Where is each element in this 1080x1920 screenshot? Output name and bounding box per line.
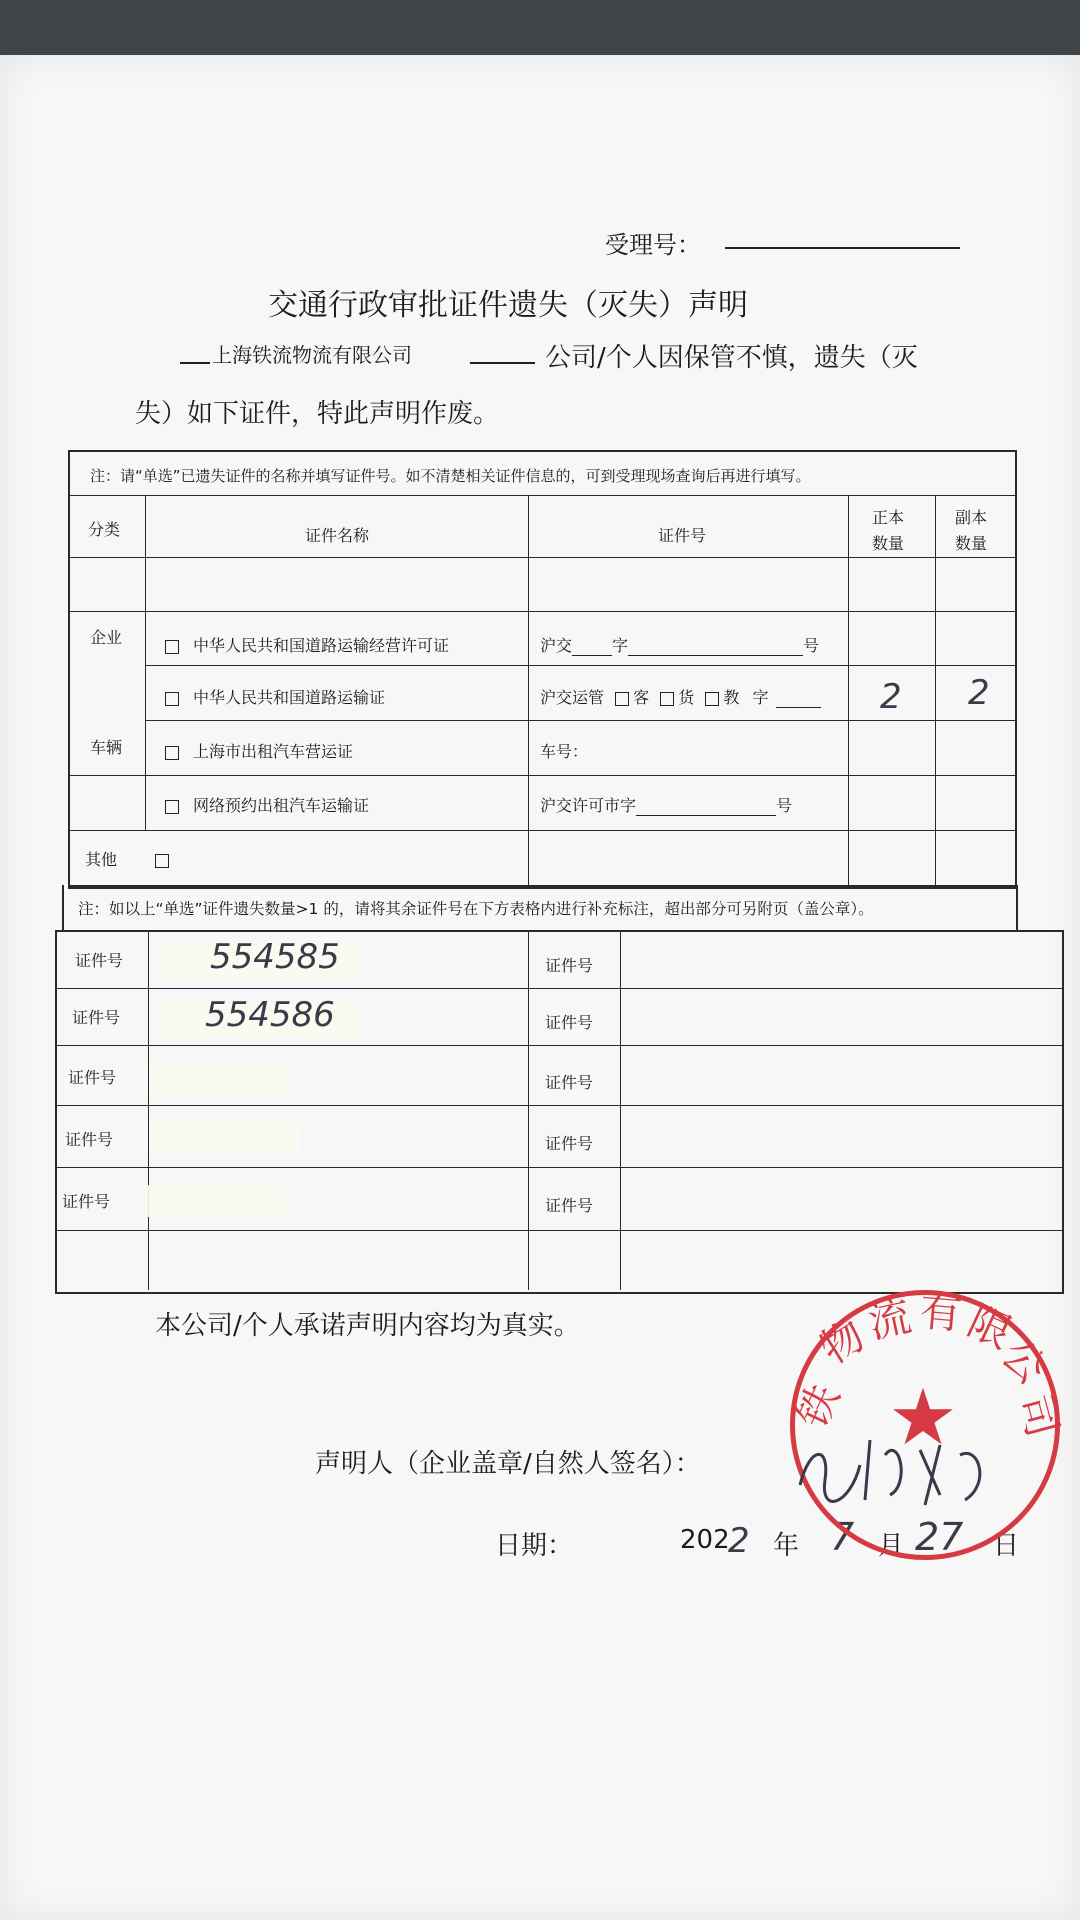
checkbox[interactable]: [615, 692, 629, 706]
seal-char: 流: [863, 1291, 916, 1348]
date-day-unit: 日: [993, 1531, 1020, 1561]
checkbox[interactable]: [155, 854, 169, 868]
promise-text: 本公司/个人承诺声明内容均为真实。: [155, 1311, 580, 1341]
date-day-handwritten: 27: [915, 1515, 964, 1559]
enterprise-cert-no: [540, 633, 819, 656]
checkbox[interactable]: [165, 640, 179, 654]
supplementary-table: [55, 930, 1064, 1294]
statement-line2: 失）如下证件，特此声明作废。: [135, 399, 500, 429]
header-cert-name: 证件名称: [305, 526, 370, 545]
vehicle-row-3-cert-no: [540, 793, 792, 816]
blank-line: [180, 362, 210, 364]
date-year-prefix: 202: [680, 1525, 730, 1555]
supp-label: 证件号: [545, 1196, 594, 1215]
vehicle-row-1-cert-no: [540, 685, 821, 708]
receipt-label: 受理号：: [605, 231, 701, 259]
vehicle-row-2-cert-no: 车号：: [540, 742, 589, 761]
cert-name: 上海市出租汽车营运证: [193, 742, 354, 761]
category-enterprise: 企业: [90, 628, 123, 647]
header-original-2: 数量: [872, 534, 905, 553]
seal-char: 司: [1009, 1389, 1068, 1443]
seal-char: 铁: [787, 1376, 850, 1436]
vehicle-row-2[interactable]: [165, 739, 353, 762]
cert-no-prefix: 沪交运管: [540, 688, 605, 707]
header-cert-no: 证件号: [658, 526, 707, 545]
checkbox[interactable]: [705, 692, 719, 706]
header-copy-1: 副本: [955, 508, 988, 527]
correction-tape: [150, 1123, 300, 1155]
supp-label: 证件号: [65, 1130, 114, 1149]
enterprise-row[interactable]: [165, 633, 449, 656]
seal-char: 有: [917, 1286, 964, 1339]
supp-label: 证件号: [545, 1013, 594, 1032]
cert-name: 中华人民共和国道路运输经营许可证: [193, 636, 450, 655]
cert-no-prefix: 沪交许可市字: [540, 796, 637, 815]
table-note-mid: 注：如以上“单选”证件遗失数量>1 的，请将其余证件号在下方表格内进行补充标注，超出部分可另附页（盖公章）。: [78, 900, 874, 918]
seal-char: 公: [992, 1329, 1057, 1394]
supp-label: 证件号: [62, 1192, 111, 1211]
option-cargo: 货: [678, 688, 695, 707]
supp-cert-no-1: 554585: [210, 937, 340, 977]
statement-line1: 公司/个人因保管不慎，遗失（灭: [545, 343, 918, 373]
header-category: 分类: [88, 520, 121, 539]
checkbox[interactable]: [165, 692, 179, 706]
date-label: 日期：: [495, 1531, 574, 1561]
header-original-1: 正本: [872, 508, 905, 527]
supp-label: 证件号: [75, 951, 124, 970]
receipt-number-line: [725, 247, 960, 249]
cert-no-mid: 字: [612, 636, 629, 655]
supp-cert-no-2: 554586: [205, 995, 335, 1035]
date-month-unit: 月: [878, 1531, 905, 1561]
option-teaching: 教: [723, 688, 740, 707]
company-name: 上海铁流物流有限公司: [212, 343, 412, 367]
supp-label: 证件号: [545, 956, 594, 975]
checkbox[interactable]: [165, 746, 179, 760]
supp-label: 证件号: [545, 1134, 594, 1153]
cert-name: 网络预约出租汽车运输证: [193, 796, 370, 815]
original-qty-handwritten: 2: [880, 677, 902, 717]
other-row: [68, 830, 1017, 887]
cert-no-suffix: 号: [776, 796, 793, 815]
document-title: 交通行政审批证件遗失（灭失）声明: [268, 288, 748, 323]
signature: [790, 1425, 1020, 1515]
copy-qty-handwritten: 2: [968, 673, 990, 713]
date-month-handwritten: 7: [830, 1515, 855, 1559]
supp-label: 证件号: [545, 1073, 594, 1092]
correction-tape: [145, 1185, 285, 1217]
supp-label: 证件号: [72, 1008, 121, 1027]
blank-line: [470, 362, 535, 364]
cert-no-word: 字: [752, 688, 769, 707]
category-vehicle: 车辆: [90, 738, 123, 757]
date-year-handwritten: 2: [728, 1521, 750, 1561]
seal-char: 限: [960, 1296, 1020, 1359]
supp-label: 证件号: [68, 1068, 117, 1087]
paper-document: [0, 55, 1080, 1920]
cert-name: 中华人民共和国道路运输证: [193, 688, 386, 707]
date-year-unit: 年: [773, 1531, 800, 1561]
table-note-top: 注：请“单选”已遗失证件的名称并填写证件号。如不清楚相关证件信息的，可到受理现场查询后再进行填写。: [90, 467, 811, 485]
checkbox[interactable]: [165, 800, 179, 814]
category-other: 其他: [85, 850, 118, 869]
checkbox[interactable]: [660, 692, 674, 706]
cert-no-suffix: 号: [803, 636, 820, 655]
vehicle-row-3[interactable]: [165, 793, 369, 816]
star-icon: ★: [888, 1373, 958, 1463]
vehicle-row-1[interactable]: [165, 685, 385, 708]
header-copy-2: 数量: [955, 534, 988, 553]
seal-char: 物: [811, 1310, 874, 1375]
option-passenger: 客: [633, 688, 650, 707]
other-row-checkbox[interactable]: [155, 850, 183, 869]
correction-tape: [150, 1065, 285, 1097]
cert-no-prefix: 沪交: [540, 636, 573, 655]
declarant-label: 声明人（企业盖章/自然人签名）：: [315, 1449, 701, 1479]
